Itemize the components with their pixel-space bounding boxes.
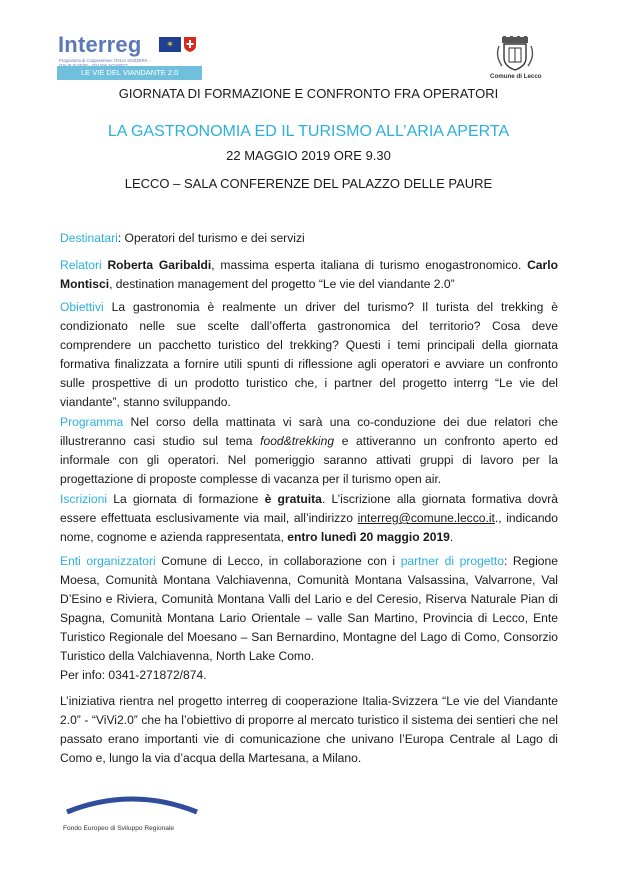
programma-label: Programma	[60, 415, 124, 429]
iscrizioni-text-3: ., indicando nome, cognome e azienda rappresentata,	[60, 511, 558, 544]
interreg-logo	[55, 30, 205, 82]
event-date-time: 22 MAGGIO 2019 ORE 9.30	[226, 148, 391, 163]
iscrizioni-text-2: . L’iscrizione alla giornata formativa dovrà essere effettuata esclusivamente via mail, all’indirizzo	[60, 492, 558, 525]
comune-di-lecco-logo	[490, 36, 540, 82]
iscrizioni-paragraph	[60, 490, 558, 547]
relatori-label: Relatori	[60, 258, 102, 272]
programma-paragraph	[60, 413, 558, 489]
speaker-2-name: Carlo Montisci	[60, 258, 558, 291]
comune-di-lecco-label: Comune di Lecco	[490, 73, 542, 80]
closing-paragraph: L’iniziativa rientra nel progetto interreg di cooperazione Italia-Svizzera “Le vie del Viandante 2.0” - “ViVi2.0” che ha l’obiettivo di proporre al mercato turistico il sistema dei sentieri che nel passato erano importanti vie di comunicazione che univano l’Europa Centrale al Lago di Como e, lungo la via d’acqua della Martesana, a Milano.	[60, 694, 558, 765]
erdf-label: Fondo Europeo di Sviluppo Regionale	[63, 825, 175, 832]
interreg-subtitle: Programma di Cooperazione ITALIA SVIZZERA ·	[59, 58, 150, 63]
programma-text-2: e attiveranno un confronto aperto ed informale con gli operatori. Nel pomeriggio saranno attivati gruppi di lavoro per la progettazione di proposte complesse di vacanza per il turismo open air.	[60, 434, 558, 486]
registration-deadline: entro lunedì 20 maggio 2019	[287, 530, 450, 544]
event-location: LECCO – SALA CONFERENZE DEL PALAZZO DELLE PAURE	[124, 176, 493, 191]
speaker-2-description: , destination management del progetto “Le vie del viandante 2.0”	[109, 277, 455, 291]
iscrizioni-free: è gratuita	[264, 492, 322, 506]
speaker-1-name: Roberta Garibaldi	[107, 258, 212, 272]
registration-email-link[interactable]: interreg@comune.lecco.it	[357, 511, 495, 525]
organizzatori-paragraph	[60, 552, 558, 666]
erdf-logo	[57, 790, 207, 840]
organizzatori-text-1: Comune di Lecco, in collaborazione con i	[155, 554, 401, 568]
event-type-heading: GIORNATA DI FORMAZIONE E CONFRONTO FRA OPERATORI	[118, 86, 499, 101]
destinatari-paragraph: Destinatari: Operatori del turismo e dei servizi	[60, 231, 305, 245]
obiettivi-label: Obiettivi	[60, 300, 104, 314]
programma-text-1: Nel corso della mattinata vi sarà una co-conduzione dei due relatori che illustreranno casi studio sul tema	[60, 415, 558, 448]
obiettivi-paragraph	[60, 298, 558, 412]
eu-flag-icon: ✶	[159, 37, 181, 52]
obiettivi-text: La gastronomia è realmente un driver del turismo? Il turista del trekking è condizionato nelle sue scelte dall’offerta gastronomica del territorio? Cosa deve comprendere un pacchetto turistico del trekking? Questi i temi principali della giornata formativa finalizzata a fornire utili spunti di riflessione agli operatori e avviare un confronto sulle prospettive di un prodotto turistico che, i partner del progetto interrg “Le vie del viandante”, stanno sviluppando.	[60, 300, 558, 409]
interreg-wordmark: Interreg	[58, 32, 142, 57]
destinatari-text: Operatori del turismo e dei servizi	[121, 231, 305, 245]
iscrizioni-text-4: .	[449, 530, 454, 544]
info-contact: Per info: 0341-271872/874.	[60, 668, 207, 682]
erdf-arc-icon	[57, 790, 207, 822]
organizzatori-label: Enti organizzatori	[60, 554, 156, 568]
project-banner	[57, 66, 202, 80]
relatori-paragraph	[60, 256, 558, 294]
iscrizioni-label: Iscrizioni	[60, 492, 108, 506]
destinatari-label: Destinatari	[60, 231, 118, 245]
iscrizioni-text-1: La giornata di formazione	[107, 492, 265, 506]
project-banner-text: LE VIE DEL VIANDANTE 2.0	[81, 68, 179, 77]
programma-emphasis: food&trekking	[260, 434, 335, 448]
event-title: LA GASTRONOMIA ED IL TURISMO ALL’ARIA APERTA	[107, 123, 510, 140]
speaker-1-description: , massima esperta italiana di turismo enogastronomico.	[211, 258, 528, 272]
organizzatori-text-2: : Regione Moesa, Comunità Montana Valchiavenna, Comunità Montana Valsassina, Valvarrone, Val D’Esino e Riviera, Comunità Montana Valli del Lario e del Ceresio, Riserva Naturale Pian di Spagna, Comunità Montana Lario Orientale – valle San Martino, Provincia di Lecco, Ente Turistico Regionale del Moesano – San Bernardino, Montagne del Lago di Como, Consorzio Turistico della Valchiavenna, North Lake Como.	[60, 554, 558, 663]
lecco-crest-icon	[490, 36, 540, 72]
swiss-flag-icon	[184, 37, 196, 52]
partners-label: partner di progetto	[400, 554, 504, 568]
